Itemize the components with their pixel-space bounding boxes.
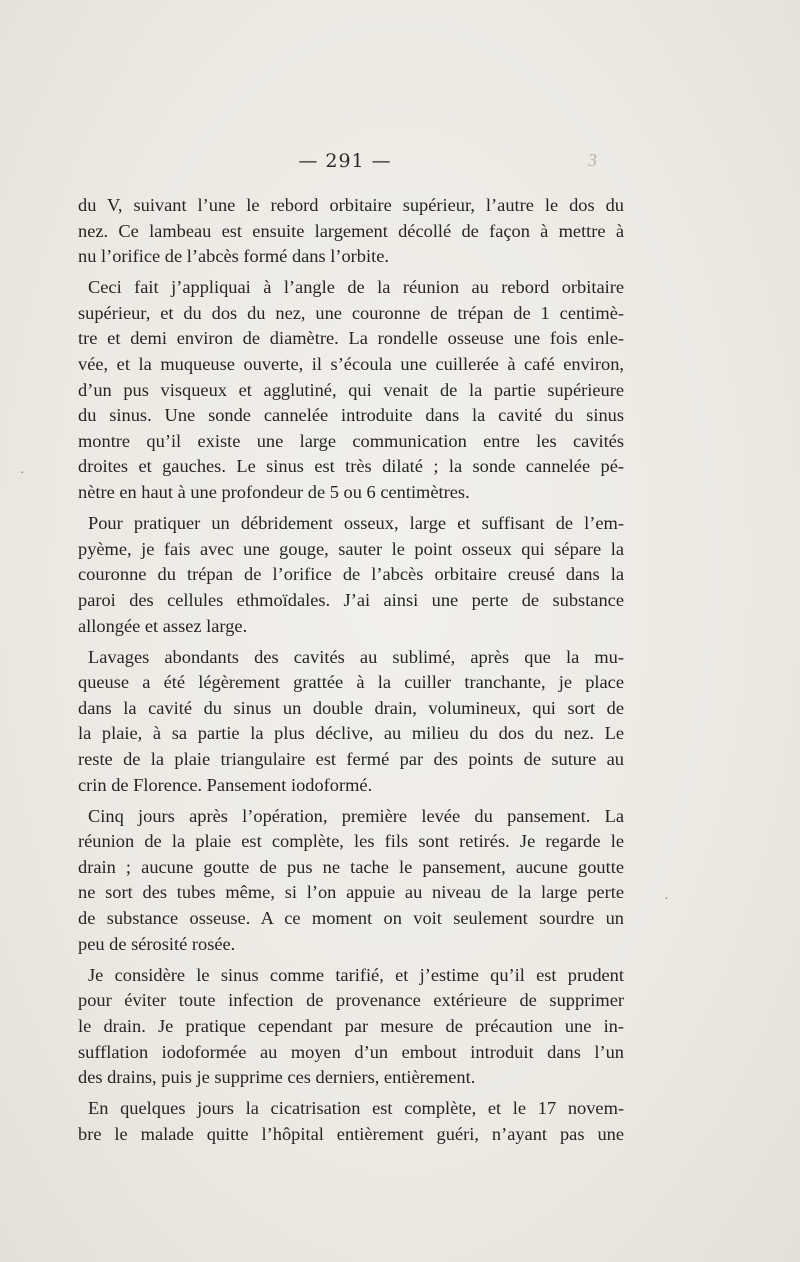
text-line: peu de sérosité rosée.: [78, 933, 236, 954]
text-line: pyème, je fais avec une gouge, sauter le point osseux qui sépare la: [78, 538, 624, 559]
text-line: du sinus. Une sonde cannelée introduite dans la cavité du sinus: [78, 405, 624, 426]
text-line: bre le malade quitte l’hôpital entièrement guéri, n’ayant pas une: [78, 1123, 624, 1144]
paragraph-5: [78, 804, 624, 958]
text-line: réunion de la plaie est complète, les fils sont retirés. Je regarde le: [78, 831, 624, 852]
paragraph-1: [78, 193, 624, 270]
text-line: Lavages abondants des cavités au sublimé, après que la mu-: [88, 646, 624, 667]
text-line: la plaie, à sa partie la plus déclive, au milieu du dos du nez. Le: [78, 723, 624, 744]
text-line: Ceci fait j’appliquai à l’angle de la réunion au rebord orbitaire: [88, 277, 624, 298]
text-line: sufflation iodoformée au moyen d’un embout introduit dans l’un: [78, 1041, 624, 1062]
text-line: le drain. Je pratique cependant par mesure de précaution une in-: [78, 1015, 624, 1036]
text-line: montre qu’il existe une large communication entre les cavités: [78, 430, 624, 451]
text-line: drain ; aucune goutte de pus ne tache le pansement, aucune goutte: [78, 856, 624, 877]
text-line: des drains, puis je supprime ces derniers, entièrement.: [78, 1067, 476, 1088]
pencil-mark: 3: [588, 150, 597, 170]
text-line: queuse a été légèrement grattée à la cuiller tranchante, je place: [78, 672, 624, 693]
text-line: nu l’orifice de l’abcès formé dans l’orbite.: [78, 246, 389, 267]
margin-dot: ·: [664, 892, 669, 907]
text-line: crin de Florence. Pansement iodoformé.: [78, 774, 373, 795]
text-line: tre et demi environ de diamètre. La rondelle osseuse une fois enle-: [78, 328, 624, 349]
body-text: [78, 193, 624, 1153]
text-line: du V, suivant l’une le rebord orbitaire supérieur, l’autre le dos du: [78, 195, 624, 215]
text-line: Pour pratiquer un débridement osseux, large et suffisant de l’em-: [88, 513, 624, 534]
text-line: allongée et assez large.: [78, 615, 248, 636]
text-line: paroi des cellules ethmoïdales. J’ai ainsi une perte de substance: [78, 589, 624, 610]
text-line: d’un pus visqueux et agglutiné, qui venait de la partie supérieure: [78, 379, 624, 400]
paragraph-7: [78, 1096, 624, 1147]
text-line: pour éviter toute infection de provenance extérieure de supprimer: [78, 990, 624, 1011]
paragraph-6: [78, 963, 624, 1091]
text-line: reste de la plaie triangulaire est fermé par des points de suture au: [78, 748, 624, 769]
text-line: Cinq jours après l’opération, première levée du pansement. La: [88, 805, 624, 826]
text-line: couronne du trépan de l’orifice de l’abcès orbitaire creusé dans la: [78, 564, 624, 585]
text-line: dans la cavité du sinus un double drain, volumineux, qui sort de: [78, 697, 624, 718]
text-line: de substance osseuse. A ce moment on voit seulement sourdre un: [78, 908, 624, 929]
paragraph-2: [78, 275, 624, 505]
text-line: Je considère le sinus comme tarifié, et j’estime qu’il est prudent: [88, 964, 624, 985]
text-line: nez. Ce lambeau est ensuite largement décollé de façon à mettre à: [78, 220, 624, 241]
text-line: vée, et la muqueuse ouverte, il s’écoula une cuillerée à café environ,: [78, 354, 624, 375]
text-line: En quelques jours la cicatrisation est complète, et le 17 novem-: [88, 1098, 624, 1119]
page-number: — 291 —: [298, 150, 392, 172]
text-line: ne sort des tubes même, si l’on appuie au niveau de la large perte: [78, 882, 624, 903]
text-line: supérieur, et du dos du nez, une couronne de trépan de 1 centimè-: [78, 302, 624, 323]
paragraph-3: [78, 511, 624, 639]
paragraph-4: [78, 645, 624, 799]
text-line: nètre en haut à une profondeur de 5 ou 6 centimètres.: [78, 482, 470, 503]
text-line: droites et gauches. Le sinus est très dilaté ; la sonde cannelée pé-: [78, 456, 624, 477]
margin-dot: ·: [20, 466, 25, 481]
